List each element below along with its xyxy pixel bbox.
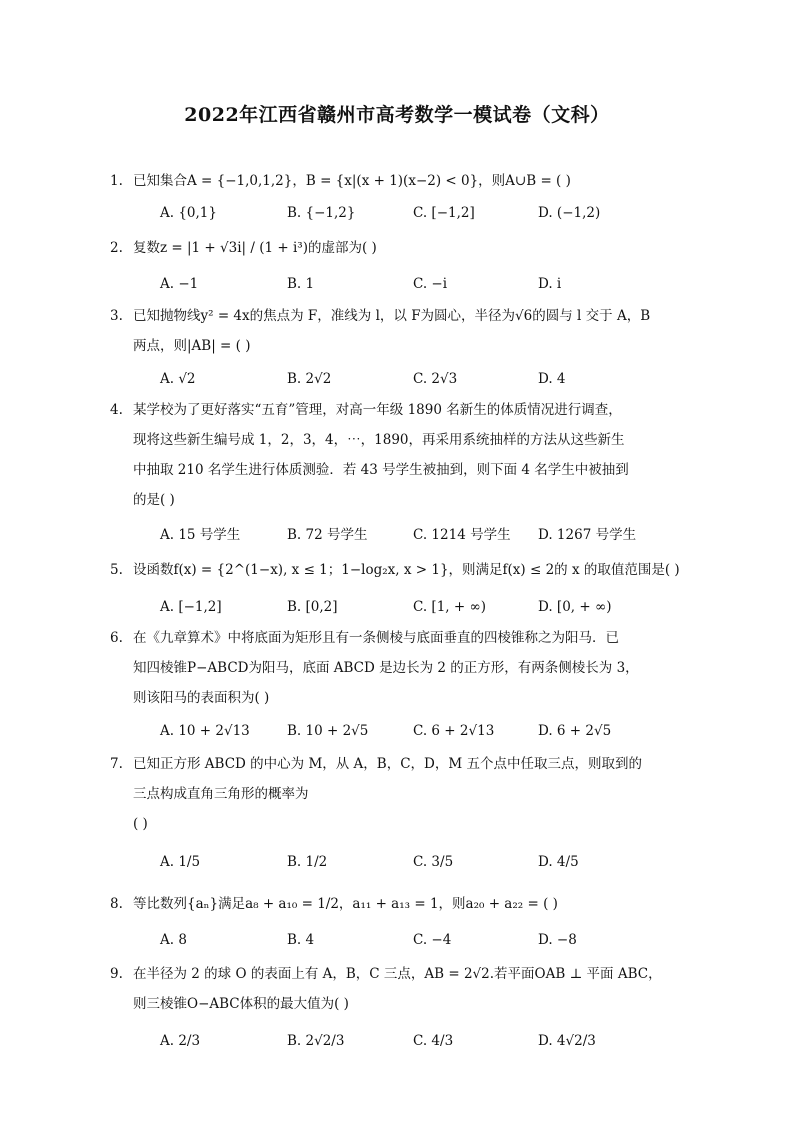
question-text: 在《九章算术》中将底面为矩形且有一条侧棱与底面垂直的四棱锥称之为阳马．已 <box>133 630 619 646</box>
question-text: 已知正方形 ABCD 的中心为 M，从 A，B，C，D，M 五个点中任取三点，则取到的 <box>133 756 642 772</box>
question-4 <box>110 402 693 508</box>
question-number: 7. <box>110 756 123 772</box>
question-number: 2. <box>110 240 123 256</box>
question-text: 已知抛物线y² = 4x的焦点为 F，准线为 l，以 F为圆心，半径为√6的圆与 l 交于 A，B <box>133 308 651 324</box>
option-a: A. 15 号学生 <box>160 527 241 543</box>
question-1 <box>110 173 693 189</box>
question-text: 复数z = |1 + √3i| / (1 + i³)的虚部为( ) <box>133 240 377 256</box>
option-d: D. −8 <box>538 932 577 948</box>
option-d: D. 4/5 <box>538 854 579 870</box>
question-text: 某学校为了更好落实“五育”管理，对高一年级 1890 名新生的体质情况进行调查， <box>133 402 622 418</box>
question-text: 中抽取 210 名学生进行体质测验．若 43 号学生被抽到，则下面 4 名学生中被抽到 <box>133 462 629 478</box>
option-d: D. (−1,2) <box>538 205 601 221</box>
question-text: 则该阳马的表面积为( ) <box>133 690 270 706</box>
question-text: 知四棱锥P−ABCD为阳马，底面 ABCD 是边长为 2 的正方形，有两条侧棱长为 3， <box>133 660 639 676</box>
question-text: 三点构成直角三角形的概率为 <box>133 786 309 802</box>
option-b: B. 2√2 <box>287 371 332 387</box>
question-number: 6. <box>110 630 123 646</box>
question-text: 在半径为 2 的球 O 的表面上有 A，B，C 三点，AB = 2√2.若平面OAB ⊥ 平面 ABC， <box>133 966 662 982</box>
question-6 <box>110 630 693 706</box>
option-d: D. i <box>538 276 562 292</box>
question-text: 等比数列{aₙ}满足a₈ + a₁₀ = 1/2，a₁₁ + a₁₃ = 1，则a₂₀ + a₂₂ = ( ) <box>133 896 558 912</box>
option-d: D. 1267 号学生 <box>538 527 637 543</box>
option-a: A. 2/3 <box>160 1033 201 1049</box>
option-a: A. 1/5 <box>160 854 201 870</box>
option-b: B. {−1,2} <box>287 205 356 221</box>
option-b: B. 1 <box>287 276 315 292</box>
question-number: 9. <box>110 966 123 982</box>
question-text: ( ) <box>133 816 148 832</box>
option-c: C. −i <box>413 276 448 292</box>
option-a: A. 10 + 2√13 <box>160 723 250 739</box>
option-b: B. 1/2 <box>287 854 328 870</box>
option-b: B. 2√2/3 <box>287 1033 345 1049</box>
question-2 <box>110 240 693 256</box>
option-c: C. [1, + ∞) <box>413 599 486 615</box>
option-b: B. [0,2] <box>287 599 338 615</box>
option-d: D. 4 <box>538 371 566 387</box>
question-text: 已知集合A = {−1,0,1,2}，B = {x|(x + 1)(x−2) < 0}，则A∪B = ( ) <box>133 173 571 189</box>
option-a: A. √2 <box>160 371 196 387</box>
page-title: 2022年江西省赣州市高考数学一模试卷（文科） <box>184 104 610 126</box>
option-b: B. 72 号学生 <box>287 527 368 543</box>
question-text: 则三棱锥O−ABC体积的最大值为( ) <box>133 996 349 1012</box>
question-8 <box>110 896 693 912</box>
option-c: C. 1214 号学生 <box>413 527 511 543</box>
option-c: C. −4 <box>413 932 452 948</box>
option-d: D. 4√2/3 <box>538 1033 596 1049</box>
question-7 <box>110 756 693 832</box>
option-d: D. [0, + ∞) <box>538 599 612 615</box>
option-c: C. [−1,2] <box>413 205 475 221</box>
question-3 <box>110 308 693 354</box>
option-a: A. 8 <box>160 932 187 948</box>
option-d: D. 6 + 2√5 <box>538 723 612 739</box>
question-number: 4. <box>110 402 123 418</box>
question-text: 的是( ) <box>133 492 175 508</box>
option-a: A. {0,1} <box>160 205 217 221</box>
option-c: C. 4/3 <box>413 1033 454 1049</box>
option-c: C. 6 + 2√13 <box>413 723 495 739</box>
option-c: C. 3/5 <box>413 854 454 870</box>
question-number: 5. <box>110 562 123 578</box>
option-b: B. 4 <box>287 932 315 948</box>
option-b: B. 10 + 2√5 <box>287 723 369 739</box>
question-9 <box>110 966 693 1012</box>
question-5 <box>110 562 693 578</box>
option-c: C. 2√3 <box>413 371 458 387</box>
question-number: 1. <box>110 173 123 189</box>
question-text: 两点，则|AB| = ( ) <box>133 338 251 354</box>
option-a: A. [−1,2] <box>160 599 222 615</box>
option-a: A. −1 <box>160 276 199 292</box>
question-number: 3. <box>110 308 123 324</box>
question-number: 8. <box>110 896 123 912</box>
question-text: 设函数f(x) = {2^(1−x), x ≤ 1；1−log₂x, x > 1}，则满足f(x) ≤ 2的 x 的取值范围是( ) <box>133 562 680 578</box>
question-text: 现将这些新生编号成 1，2，3，4，⋯，1890，再采用系统抽样的方法从这些新生 <box>133 432 625 448</box>
